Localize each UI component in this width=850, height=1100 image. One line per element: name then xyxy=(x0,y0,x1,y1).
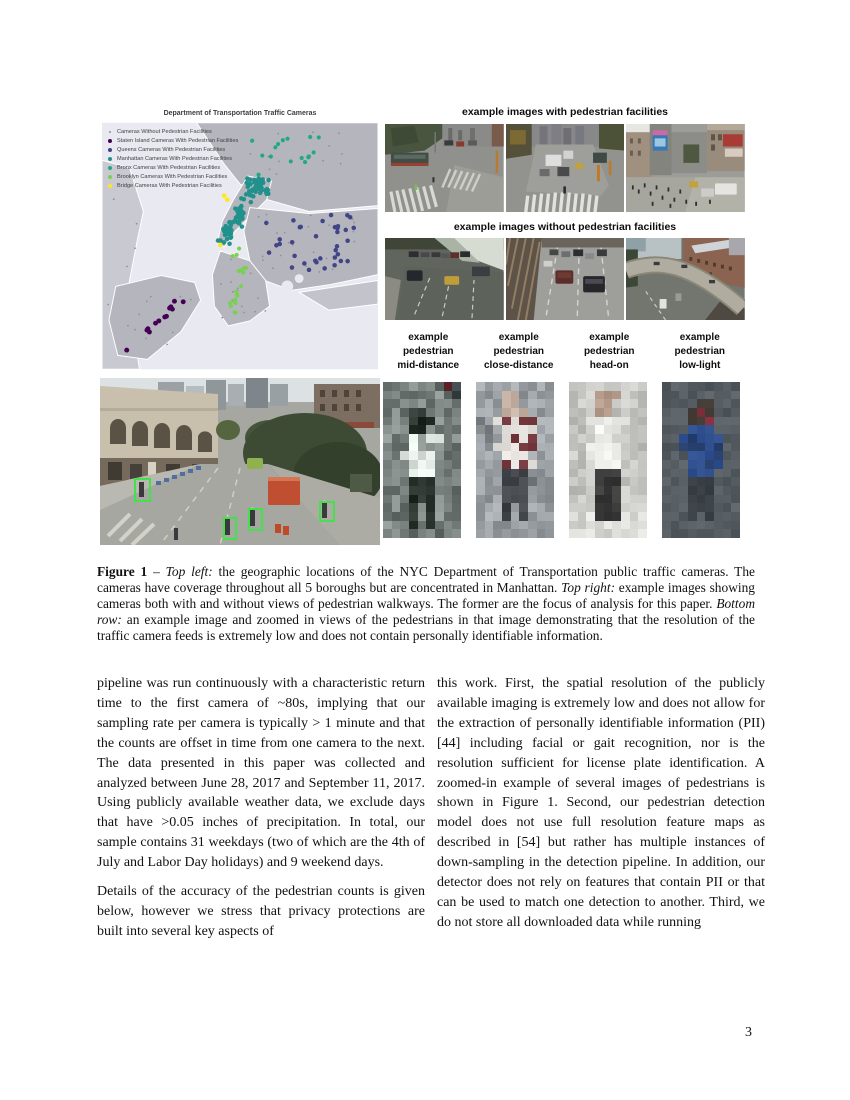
photo-bridge-road xyxy=(506,238,625,320)
figure-caption xyxy=(97,564,755,643)
legend-dot-icon xyxy=(108,157,112,161)
page-number: 3 xyxy=(745,1025,752,1040)
legend-dot-icon xyxy=(108,175,112,179)
caption-run: Top left: xyxy=(165,564,213,580)
body-column-right xyxy=(437,674,765,942)
caption-run: – xyxy=(147,564,166,580)
crop-label: example pedestrian mid-distance xyxy=(397,332,460,371)
photo-intersection-1 xyxy=(385,124,504,212)
legend-dot-icon xyxy=(108,184,112,188)
map-panel xyxy=(100,105,380,372)
detection-bbox xyxy=(319,501,335,522)
legend-label: Bridge Cameras With Pedestrian Facilities xyxy=(117,182,222,189)
legend-label: Bronx Cameras With Pedestrian Facilities xyxy=(117,164,221,171)
legend-dot-icon xyxy=(108,166,112,170)
caption-run: Figure 1 xyxy=(97,564,148,580)
crop-pedestrian-close-distance xyxy=(476,382,554,538)
caption-run: Bottom row: xyxy=(97,595,755,627)
legend-label: Manhattan Cameras With Pedestrian Facilities xyxy=(117,155,233,162)
crop-label: example pedestrian head-on xyxy=(583,332,635,371)
photo-intersection-2 xyxy=(506,124,625,212)
crop-label: example pedestrian close-distance xyxy=(484,332,554,371)
photos-without-facilities xyxy=(385,238,745,320)
legend-item xyxy=(108,172,238,181)
scene-photo xyxy=(100,378,380,545)
caption-run: Top right: xyxy=(561,580,616,596)
caption-run: example images showing cameras both with and without views of pedestrian walkways. The former are the focus of analysis for this paper. xyxy=(97,580,755,611)
map-title: Department of Transportation Traffic Cameras xyxy=(163,110,317,117)
heading-without-facilities: example images without pedestrian facilities xyxy=(453,221,677,233)
legend-label: Brooklyn Cameras With Pedestrian Facilities xyxy=(117,173,228,180)
legend-item xyxy=(108,136,238,145)
caption-run: an example image and zoomed in views of the pedestrians in that image demonstrating that the resolution of the traffic camera feeds is extremely low and does not contain personally identifiable information. xyxy=(97,611,755,643)
legend-item xyxy=(108,181,238,190)
caption-run: the geographic locations of the NYC Department of Transportation public traffic cameras. The cameras have coverage throughout all 5 boroughs but are concentrated in Manhattan. xyxy=(97,564,756,596)
legend-label: Queens Cameras With Pedestrian Facilities xyxy=(117,146,226,153)
crop-label: example pedestrian low-light xyxy=(674,332,726,371)
photos-with-facilities xyxy=(385,124,745,212)
street-scene xyxy=(100,378,380,545)
legend-item xyxy=(108,127,238,136)
legend-dot-icon xyxy=(109,131,111,133)
detection-bbox xyxy=(248,508,263,531)
legend-label: Cameras Without Pedestrian Facilities xyxy=(117,128,212,135)
heading-with-facilities: example images with pedestrian facilities xyxy=(462,106,668,118)
crop-pedestrian-mid-distance xyxy=(383,382,461,538)
map-legend xyxy=(108,127,238,190)
legend-label: Staten Island Cameras With Pedestrian Facilities xyxy=(117,137,239,144)
body-paragraph: Details of the accuracy of the pedestrian counts is given below, however we stress that privacy protections are built into several key aspects of xyxy=(97,884,425,939)
crop-labels xyxy=(383,331,745,373)
pedestrian-crops xyxy=(383,382,740,538)
body-paragraph: pipeline was run continuously with a characteristic return time to the first camera of ~80s, implying that our sampling rate per camera is typically > 1 minute and that the counts are offset in time from one camera to the next. The data presented in this paper was collected and analyzed between June 28, 2017 and September 11, 2017. Using publicly available weather data, we exclude days that have >0.05 inches of precipitation. In total, our sample contains 31 weekdays (two of which are the 4th of July and Labor Day holidays) and 9 weekend days. xyxy=(97,676,425,871)
photo-plaza xyxy=(626,124,745,212)
detection-bbox xyxy=(223,517,237,540)
body-paragraph: this work. First, the spatial resolution of the publicly available imaging is extremely low and does not allow for the extraction of personally identifiable information (PII) [44] including facial or gait recognition, nor is the resolution sufficient for license plate identification. A zoomed-in example of several images of pedestrians is shown in Figure 1. Second, our pedestrian detection model does not use full resolution feature maps as described in [54] but rather has multiple instances of down-sampling in the detection pipeline. In addition, our detector does not rely on features that contain PII or that can be used to match one detection to another. Third, we do not store all downloaded data while running xyxy=(437,676,765,930)
crop-pedestrian-low-light xyxy=(662,382,740,538)
legend-dot-icon xyxy=(108,148,112,152)
body-column-left xyxy=(97,674,425,951)
photo-overpass xyxy=(626,238,745,320)
photo-highway xyxy=(385,238,504,320)
legend-item xyxy=(108,154,238,163)
detection-bbox xyxy=(134,478,151,502)
legend-item xyxy=(108,145,238,154)
legend-item xyxy=(108,163,238,172)
legend-dot-icon xyxy=(108,139,112,143)
crop-pedestrian-head-on xyxy=(569,382,647,538)
